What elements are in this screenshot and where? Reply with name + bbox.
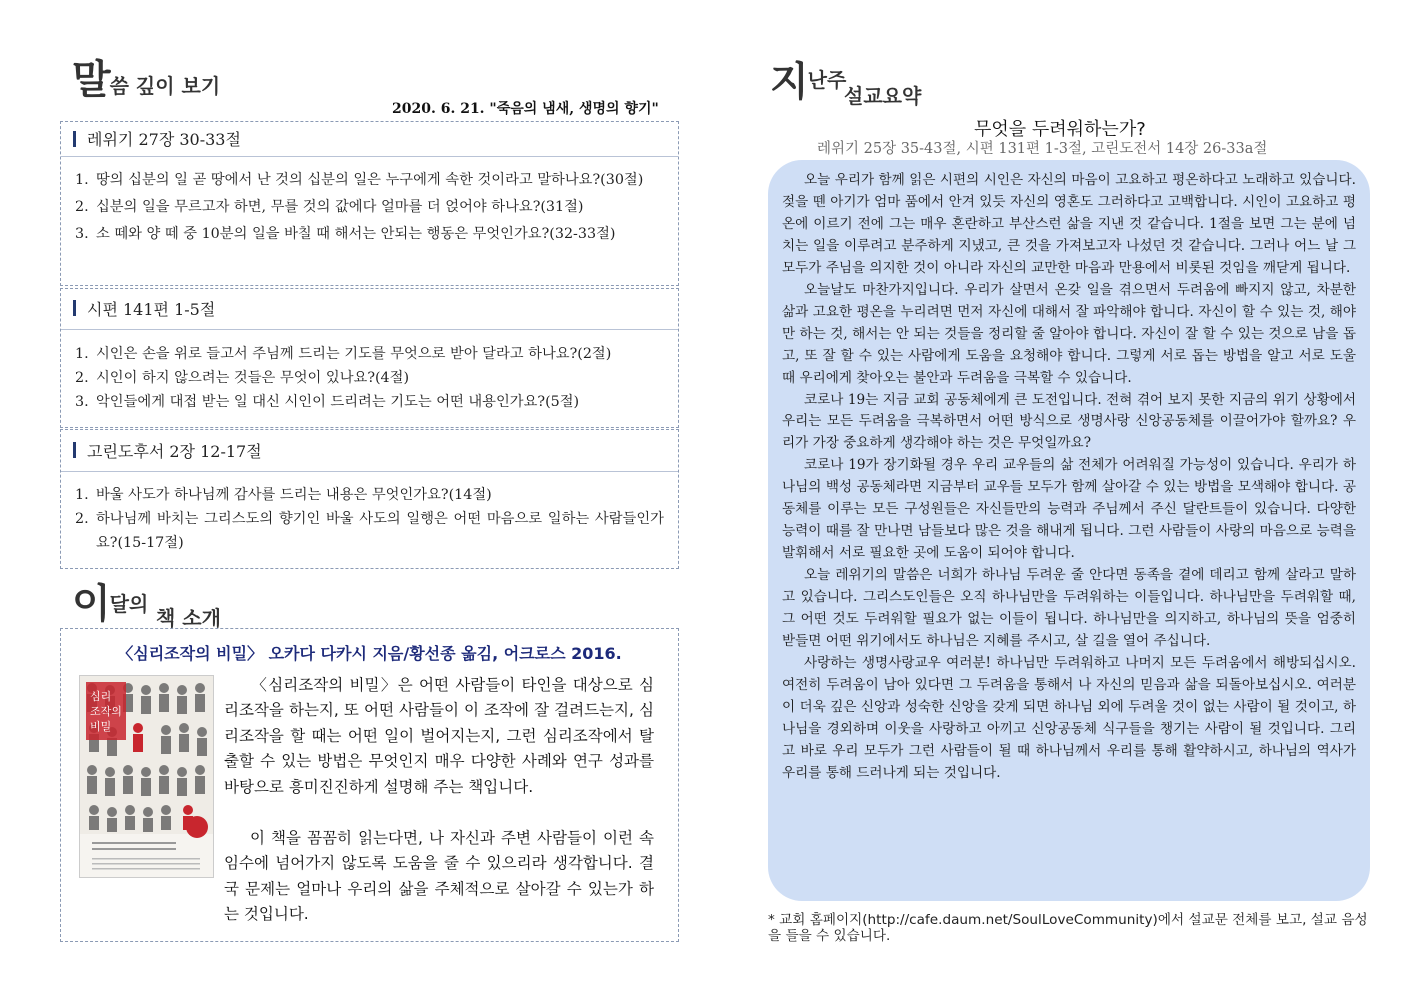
question-list	[61, 483, 678, 555]
sermon-paragraph: 코로나 19가 장기화될 경우 우리 교우들의 삶 전체가 어려워질 가능성이 있습니다. 우리가 하나님의 백성 공동체라면 지금부터 교우들 모두가 함께 살아갈 수 있는 방법을 모색해야 합니다. 공동체를 이루는 모든 구성원들은 자신들만의 능력과 주님께서 주신 달란트들이 있습니다. 다양한 능력이 때를 잘 만나면 남들보다 많은 것을 해내게 됩니다. 그런 사람들이 사랑의 마음으로 능력을 발휘해서 서로 필요한 곳에 도움이 되어야 합니다.	[782, 457, 1356, 562]
heading-small-2: 책 소개	[156, 606, 221, 630]
question-item: 3. 악인들에게 대접 받는 일 대신 시인이 드리려는 기도는 어떤 내용인가요?(5절)	[75, 394, 580, 410]
heading-small-1: 달의	[109, 592, 149, 616]
heading-big-letter: 말	[72, 56, 110, 103]
book-paragraph-1: 〈심리조작의 비밀〉은 어떤 사람들이 타인을 대상으로 심리조작을 하는지, 또 어떤 사람들이 이 조작에 잘 걸려드는지, 심리조작을 할 때는 어떤 일이 벌어지는지, 그런 심리조작에서 탈출할 수 있는 방법은 무엇인지 매우 다양한 사례와 연구 성과를 바탕으로 흥미진진하게 설명해 주는 책입니다.	[224, 676, 654, 796]
section-title: 시편 141편 1-5절	[87, 300, 216, 319]
heading-small-2: 설교요약	[844, 84, 922, 108]
footnote-text: 교회 홈페이지(http://cafe.daum.net/SoulLoveCommunity)에서 설교문 전체를 보고, 설교 음성을 들을 수 있습니다.	[768, 912, 1368, 944]
question-item: 1. 땅의 십분의 일 곧 땅에서 난 것의 십분의 일은 누구에게 속한 것이라고 말하나요?(30절)	[75, 172, 644, 188]
question-item: 2. 시인이 하지 않으려는 것들은 무엇이 있나요?(4절)	[75, 370, 410, 386]
sermon-paragraph: 코로나 19는 지금 교회 공동체에게 큰 도전입니다. 전혀 겪어 보지 못한 지금의 위기 상황에서 우리는 모든 두려움을 극복하면서 어떤 방식으로 생명사랑 신앙공동체를 이끌어가야 할까요? 우리가 가장 중요하게 생각해야 하는 것은 무엇일까요?	[782, 391, 1356, 452]
section-header	[61, 430, 678, 472]
question-item: 1. 바울 사도가 하나님께 감사를 드리는 내용은 무엇인가요?(14절)	[75, 487, 492, 503]
book-cover-image	[79, 675, 214, 878]
heading-small-1: 난주	[807, 68, 847, 92]
header-bar-icon	[73, 131, 76, 147]
question-box-corinthians	[60, 429, 679, 569]
question-item: 1. 시인은 손을 위로 들고서 주님께 드리는 기도를 무엇으로 받아 달라고 하나요?(2절)	[75, 346, 612, 362]
question-box-leviticus	[60, 121, 679, 286]
sermon-text	[782, 170, 1356, 785]
book-title: 〈심리조작의 비밀〉 오카다 다카시 지음/황선종 옮김, 어크로스 2016.	[117, 644, 622, 663]
header-bar-icon	[73, 442, 76, 458]
sermon-summary-box	[768, 160, 1370, 901]
section-title: 레위기 27장 30-33절	[87, 130, 241, 149]
question-list	[61, 168, 678, 246]
sermon-paragraph: 오늘 레위기의 말씀은 너희가 하나님 두려운 줄 안다면 동족을 곁에 데리고 함께 살라고 말하고 있습니다. 그리스도인들은 오직 하나님만을 두려워하는 이들입니다. 하나님만을 두려워할 때, 그 어떤 것도 두려워할 필요가 없는 이들이 됩니다. 하나님만을 의지하고, 하나님의 뜻을 엄중히 받들면 어떤 위기에서도 하나님은 지혜를 주시고, 살 길을 열어 주십니다.	[782, 567, 1356, 650]
question-item: 2. 십분의 일을 무르고자 하면, 무를 것의 값에다 얼마를 더 얹어야 하나요?(31절)	[75, 199, 584, 215]
question-item: 2. 하나님께 바치는 그리스도의 향기인 바울 사도의 일행은 어떤 마음으로 일하는 사람들인가요?(15-17절)	[75, 511, 664, 551]
book-cover-art	[80, 676, 213, 877]
heading-big-letter: 이	[72, 580, 110, 627]
sermon-paragraph: 오늘날도 마찬가지입니다. 우리가 살면서 온갖 일을 겪으면서 두려움에 빠지지 않고, 차분한 삶과 고요한 평온을 누리려면 먼저 자신에 대해서 잘 파악해야 합니다. 자신이 할 수 있는 것, 해야만 하는 것, 해서는 안 되는 것들을 정리할 줄 알아야 합니다. 자신이 잘 할 수 있는 것으로 남을 돕고, 또 잘 할 수 있는 사람에게 도움을 요청해야 합니다. 그렇게 서로 돕는 방법을 알고 서로 도울 때 우리에게 찾아오는 불안과 두려움을 극복할 수 있습니다.	[782, 281, 1356, 386]
section-heading-last-week-sermon	[770, 50, 970, 110]
section-title: 고린도후서 2장 12-17절	[87, 442, 262, 461]
svg-text:비밀: 비밀	[90, 720, 112, 733]
heading-big-letter: 지	[770, 58, 808, 105]
footnote-mark: *	[768, 912, 775, 928]
section-header	[61, 122, 678, 157]
svg-text:조작의: 조작의	[90, 705, 122, 718]
sermon-paragraph: 오늘 우리가 함께 읽은 시편의 시인은 자신의 마음이 고요하고 평온하다고 노래하고 있습니다. 젖을 뗀 아기가 엄마 품에서 안겨 있듯 자신의 영혼도 그러하다고 고백합니다. 시인이 고요하고 평온에 이르기 전에 그는 매우 혼란하고 부산스런 삶을 지낸 것 같습니다. 1절을 보면 그는 분에 넘치는 일을 이루려고 분주하게 지냈고, 큰 것을 가져보고자 나섰던 것 같습니다. 그러나 어느 날 그 모두가 주님을 의지한 것이 아니라 자신의 교만한 마음과 만용에서 비롯된 것임을 깨닫게 됩니다.	[782, 172, 1356, 276]
question-box-psalms	[60, 288, 679, 428]
sermon-scripture-ref: 레위기 25장 35-43절, 시편 131편 1-3절, 고린도전서 14장 26-33a절	[817, 141, 1268, 157]
header-bar-icon	[73, 300, 76, 316]
section-header	[61, 289, 678, 330]
sermon-paragraph: 사랑하는 생명사랑교우 여러분! 하나님만 두려워하고 나머지 모든 두려움에서 해방되십시오. 여전히 두려움이 남아 있다면 그 두려움을 통해서 나 자신의 믿음과 삶을 되돌아보십시오. 여러분이 더욱 깊은 신앙과 성숙한 신앙을 갖게 되면 하나님 외에 두려울 것이 없는 사람이 될 것이고, 하나님을 경외하며 이웃을 사랑하고 아끼고 신앙공동체 식구들을 챙기는 사람이 될 것입니다. 그리고 바로 우리 모두가 그런 사람들이 될 때 하나님께서 우리를 통해 활약하시고, 하나님의 역사가 우리를 통해 드러나게 되는 것입니다.	[782, 654, 1356, 781]
heading-rest: 씀 깊이 보기	[109, 74, 221, 98]
book-paragraph-2: 이 책을 꼼꼼히 읽는다면, 나 자신과 주변 사람들이 이런 속임수에 넘어가지 않도록 도움을 줄 수 있으리라 생각합니다. 결국 문제는 얼마나 우리의 삶을 주체적으로 살아갈 수 있는가 하는 것입니다.	[224, 829, 654, 924]
svg-text:심리: 심리	[90, 690, 112, 703]
question-item: 3. 소 떼와 양 떼 중 10분의 일을 바칠 때 해서는 안되는 행동은 무엇인가요?(32-33절)	[75, 226, 616, 242]
section-heading-word-deep	[72, 48, 220, 105]
section-heading-book-of-month	[72, 572, 272, 632]
question-list	[61, 342, 678, 414]
footnote	[768, 912, 1368, 944]
sermon-title: 무엇을 두려워하는가?	[974, 119, 1146, 140]
book-intro-box	[60, 628, 679, 942]
dateline: 2020. 6. 21. "죽음의 냄새, 생명의 향기"	[392, 101, 659, 117]
